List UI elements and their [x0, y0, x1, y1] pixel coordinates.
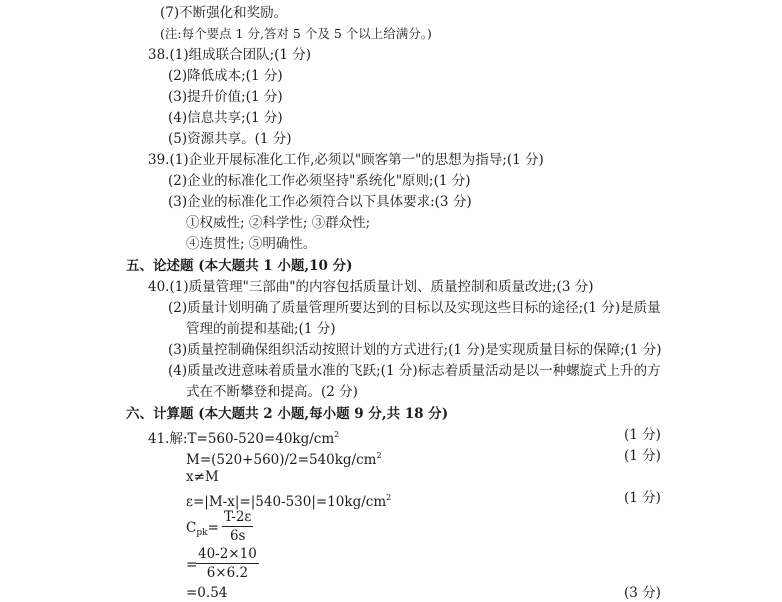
q40-item-2b: 管理的前提和基础;(1 分) [186, 321, 336, 337]
q38-item-3: (3)提升价值;(1 分) [168, 89, 283, 105]
equals-sign: = [207, 520, 219, 536]
superscript-2: 2 [376, 451, 382, 460]
section-6-heading: 六、计算题 (本大题共 2 小题,每小题 9 分,共 18 分) [126, 406, 449, 422]
q39-requirements-a: ①权威性; ②科学性; ③群众性; [186, 215, 371, 231]
cpk-formula-fraction [222, 509, 253, 544]
fraction-numerator: T-2ε [224, 509, 252, 525]
q41-center-line [186, 447, 382, 469]
q40-item-3: (3)质量控制确保组织活动按照计划的方式进行;(1 分)是实现质量目标的保障;(1 分) [168, 342, 662, 358]
q41-center-text: M=(520+560)/2=540kg/cm [186, 452, 377, 468]
cpk-substitution-fraction [196, 546, 259, 581]
cpk-subscript: pk [196, 528, 208, 538]
score-2: (1 分) [624, 448, 661, 464]
scoring-note: (注:每个要点 1 分,答对 5 个及 5 个以上给满分。) [160, 26, 432, 41]
section-5-heading: 五、论述题 (本大题共 1 小题,10 分) [126, 258, 353, 274]
equals-sign-2: = [186, 557, 198, 573]
q38-item-2: (2)降低成本;(1 分) [168, 68, 283, 84]
q38-item-4: (4)信息共享;(1 分) [168, 110, 283, 126]
q40-item-4b: 式在不断攀登和提高。(2 分) [186, 384, 358, 400]
q41-offset-line [186, 489, 391, 511]
fraction-denominator: 6s [229, 528, 246, 544]
item-7-line: (7)不断强化和奖励。 [160, 5, 288, 21]
score-3: (1 分) [624, 490, 661, 506]
q41-offset-text: ε=|M-x|=|540-530|=10kg/cm [186, 494, 387, 510]
score-1: (1 分) [624, 427, 661, 443]
q40-item-2a: (2)质量计划明确了质量管理所要达到的目标以及实现这些目标的途径;(1 分)是质量 [168, 300, 661, 316]
q38-item-1: 38.(1)组成联合团队;(1 分) [148, 47, 312, 63]
q41-tolerance-line [148, 426, 339, 448]
cpk-c: C [186, 520, 197, 536]
q39-requirements-b: ④连贯性; ⑤明确性。 [186, 236, 317, 252]
q39-item-1: 39.(1)企业开展标准化工作,必须以"顾客第一"的思想为指导;(1 分) [148, 152, 544, 168]
fraction-bar [196, 563, 259, 564]
score-4: (3 分) [624, 585, 661, 601]
q38-item-5: (5)资源共享。(1 分) [168, 131, 292, 147]
q40-item-1: 40.(1)质量管理"三部曲"的内容包括质量计划、质量控制和质量改进;(3 分) [148, 279, 594, 295]
cpk-result: =0.54 [186, 585, 228, 601]
fraction-numerator: 40-2×10 [198, 546, 257, 562]
cpk-label [186, 519, 219, 542]
q40-item-4a: (4)质量改进意味着质量水准的飞跃;(1 分)标志着质量活动是以一种螺旋式上升的方 [168, 363, 661, 379]
fraction-bar [222, 526, 253, 527]
fraction-denominator: 6×6.2 [206, 565, 249, 581]
q39-item-3: (3)企业的标准化工作必须符合以下具体要求:(3 分) [168, 194, 472, 210]
q41-tolerance-text: 41.解:T=560-520=40kg/cm [148, 431, 335, 447]
superscript-2: 2 [334, 430, 340, 439]
q39-item-2: (2)企业的标准化工作必须坚持"系统化"原则;(1 分) [168, 173, 471, 189]
superscript-2: 2 [386, 493, 392, 502]
q41-mean-not-center: x≠M [186, 469, 219, 485]
